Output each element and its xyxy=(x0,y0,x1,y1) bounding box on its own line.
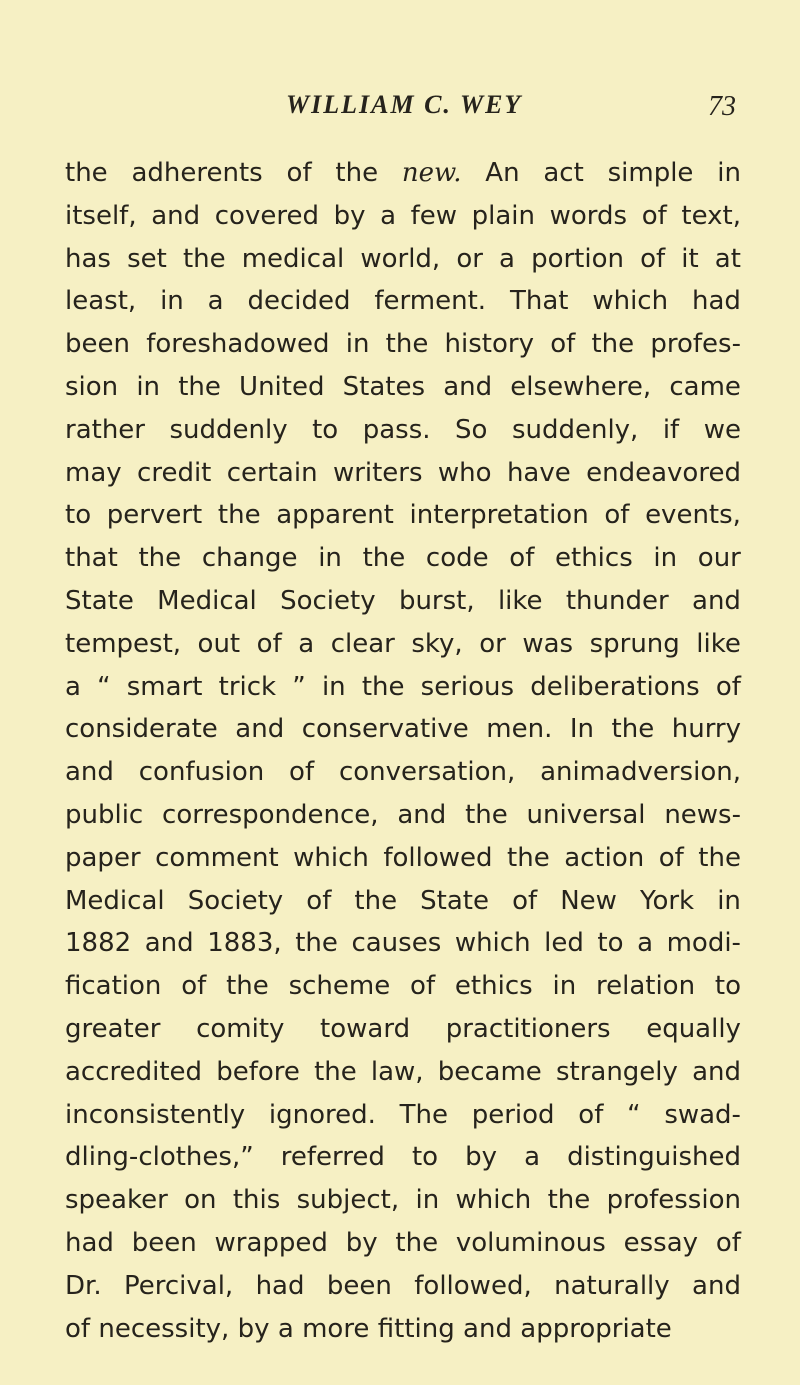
text-word: out xyxy=(197,628,241,659)
text-word: United xyxy=(239,371,325,402)
text-word: events, xyxy=(645,500,741,531)
text-line xyxy=(65,323,741,366)
text-line xyxy=(65,1051,741,1094)
text-line xyxy=(65,409,741,452)
text-word: the xyxy=(698,842,741,873)
text-word: the xyxy=(335,158,379,188)
text-line xyxy=(65,366,741,409)
text-line xyxy=(65,922,741,965)
text-word: before xyxy=(216,1056,300,1087)
text-line xyxy=(65,794,741,837)
text-line xyxy=(65,1265,741,1308)
text-word: the xyxy=(354,885,398,916)
text-word: sky, xyxy=(411,628,463,659)
text-word: subject, xyxy=(296,1185,400,1216)
text-word: history xyxy=(444,329,534,360)
text-word: set xyxy=(127,243,167,274)
text-word: smart xyxy=(126,671,203,702)
text-word: “ xyxy=(97,671,111,702)
text-line xyxy=(65,1136,741,1179)
text-word: the xyxy=(182,243,226,274)
text-word: credit xyxy=(137,457,212,488)
text-word: distinguished xyxy=(567,1142,741,1173)
text-word: in xyxy=(415,1185,440,1216)
text-word: correspondence, xyxy=(162,799,379,830)
text-word: rather xyxy=(65,414,145,445)
text-word: serious xyxy=(420,671,515,702)
text-word: our xyxy=(697,543,741,574)
text-line xyxy=(65,280,741,323)
text-word: thunder xyxy=(565,585,669,616)
text-word: which xyxy=(454,928,531,959)
text-word: dling-clothes,” xyxy=(65,1142,254,1173)
text-word: a xyxy=(499,243,515,274)
text-word: burst, xyxy=(398,585,475,616)
text-line xyxy=(65,1222,741,1265)
text-word: relation xyxy=(595,971,696,1002)
text-word: fitting xyxy=(377,1313,455,1344)
text-word: fication xyxy=(65,971,162,1002)
text-word: speaker xyxy=(65,1185,168,1216)
text-word: of xyxy=(550,329,576,360)
text-word: the xyxy=(361,671,405,702)
text-word: in xyxy=(321,671,346,702)
text-word: apparent xyxy=(276,500,394,531)
text-word: if xyxy=(662,414,680,445)
text-word: or xyxy=(456,243,483,274)
text-word: “ xyxy=(627,1099,641,1130)
text-word: inconsistently xyxy=(65,1099,246,1130)
text-word: have xyxy=(506,457,571,488)
text-word: of xyxy=(715,671,741,702)
text-word: a xyxy=(524,1142,541,1173)
text-word: by xyxy=(345,1227,378,1258)
text-word: Society xyxy=(280,585,376,616)
text-word: and xyxy=(151,200,201,231)
text-word: ignored. xyxy=(268,1099,376,1130)
text-word: the xyxy=(314,1056,357,1087)
text-word: modi- xyxy=(666,928,741,959)
text-line xyxy=(65,623,741,666)
text-word: the xyxy=(591,329,635,360)
text-line xyxy=(65,666,741,709)
text-word: That xyxy=(509,286,569,317)
text-word: by xyxy=(237,1313,270,1344)
text-word: naturally xyxy=(554,1270,670,1301)
text-word: portion xyxy=(531,243,624,274)
text-word: been xyxy=(65,329,130,360)
text-word: to xyxy=(65,500,92,531)
text-word: of xyxy=(715,1227,741,1258)
text-word: profes- xyxy=(650,329,741,360)
text-word: a xyxy=(65,671,81,702)
text-word: plain xyxy=(471,200,536,231)
text-word: and xyxy=(692,585,741,616)
text-line xyxy=(65,1308,741,1351)
text-word: the xyxy=(362,543,406,574)
text-line xyxy=(65,238,741,281)
text-word: The xyxy=(399,1099,448,1130)
text-word: had xyxy=(691,286,741,317)
text-word: of xyxy=(658,842,684,873)
text-word: York xyxy=(640,885,695,916)
text-word: Percival, xyxy=(123,1270,234,1301)
text-word: suddenly xyxy=(169,414,288,445)
text-word: at xyxy=(714,243,741,274)
text-line xyxy=(65,751,741,794)
text-line xyxy=(65,1179,741,1222)
text-word: news- xyxy=(664,799,741,830)
text-word: animadversion, xyxy=(540,757,741,788)
text-word: act xyxy=(543,158,584,188)
text-word: that xyxy=(65,543,118,574)
text-word: toward xyxy=(320,1013,411,1044)
text-line xyxy=(65,1008,741,1051)
text-word: paper xyxy=(65,842,141,873)
text-word: endeavored xyxy=(586,457,741,488)
text-word: least, xyxy=(65,286,137,317)
text-word: a xyxy=(380,200,396,231)
text-line xyxy=(65,580,741,623)
text-word: may xyxy=(65,457,122,488)
text-word: came xyxy=(669,371,741,402)
text-line xyxy=(65,195,741,238)
text-word: to xyxy=(714,971,741,1002)
text-word: of xyxy=(512,885,538,916)
text-word: and xyxy=(443,371,493,402)
text-word: by xyxy=(465,1142,498,1173)
text-word: we xyxy=(703,414,741,445)
text-word: like xyxy=(696,628,741,659)
text-word: the xyxy=(65,158,108,188)
text-word: pervert xyxy=(106,500,203,531)
text-word: of xyxy=(286,158,312,188)
text-word: Medical xyxy=(65,885,165,916)
text-word: causes xyxy=(351,928,442,959)
text-word: the xyxy=(547,1185,591,1216)
text-word: became xyxy=(437,1056,542,1087)
text-word: 1883, xyxy=(207,928,282,959)
text-word: and xyxy=(235,714,285,745)
text-word: New xyxy=(560,885,617,916)
text-word: greater xyxy=(65,1013,161,1044)
text-word: hurry xyxy=(671,714,741,745)
text-word: a xyxy=(637,928,654,959)
text-word: this xyxy=(232,1185,281,1216)
text-line xyxy=(65,837,741,880)
text-word: the xyxy=(295,928,338,959)
text-word: profession xyxy=(606,1185,741,1216)
text-word: the xyxy=(507,842,550,873)
text-word: medical xyxy=(241,243,345,274)
text-word: sion xyxy=(65,371,119,402)
text-word: on xyxy=(184,1185,217,1216)
text-word: Medical xyxy=(157,585,257,616)
text-word: in xyxy=(717,158,741,188)
text-word: the xyxy=(385,329,429,360)
text-word: few xyxy=(410,200,458,231)
text-word: of xyxy=(640,243,666,274)
text-word: tempest, xyxy=(65,628,182,659)
text-word: the xyxy=(226,971,269,1002)
text-word: in xyxy=(653,543,678,574)
text-word: in xyxy=(552,971,577,1002)
text-word: wrapped xyxy=(214,1227,328,1258)
text-word: new. xyxy=(401,158,462,188)
text-word: by xyxy=(333,200,366,231)
text-word: in xyxy=(318,543,342,574)
text-word: In xyxy=(569,714,595,745)
text-word: State xyxy=(65,585,134,616)
text-word: followed xyxy=(383,842,493,873)
text-word: text, xyxy=(681,200,741,231)
text-word: been xyxy=(326,1270,392,1301)
text-word: conservative xyxy=(301,714,469,745)
text-word: and xyxy=(144,928,194,959)
text-word: a xyxy=(207,286,224,317)
text-word: in xyxy=(160,286,184,317)
text-word: of xyxy=(256,628,282,659)
text-word: to xyxy=(411,1142,439,1173)
text-word: a xyxy=(277,1313,294,1344)
text-word: of xyxy=(289,757,315,788)
text-word: considerate xyxy=(65,714,218,745)
text-line xyxy=(65,965,741,1008)
text-word: 1882 xyxy=(65,928,132,959)
text-word: practitioners xyxy=(445,1013,611,1044)
text-word: law, xyxy=(370,1056,424,1087)
text-word: had xyxy=(65,1227,114,1258)
text-word: action xyxy=(564,842,645,873)
text-word: clear xyxy=(330,628,395,659)
text-line xyxy=(65,1094,741,1137)
text-word: interpretation xyxy=(409,500,589,531)
text-line xyxy=(65,494,741,537)
text-word: appropriate xyxy=(520,1313,672,1344)
text-word: foreshadowed xyxy=(146,329,330,360)
text-word: the xyxy=(138,543,182,574)
text-word: world, xyxy=(360,243,441,274)
text-word: certain xyxy=(226,457,318,488)
text-word: in xyxy=(345,329,370,360)
text-word: accredited xyxy=(65,1056,203,1087)
text-word: comity xyxy=(196,1013,285,1044)
text-word: a xyxy=(298,628,315,659)
text-word: more xyxy=(302,1313,370,1344)
text-word: which xyxy=(293,842,369,873)
text-word: of xyxy=(65,1313,91,1344)
text-line xyxy=(65,708,741,751)
text-word: words xyxy=(549,200,628,231)
text-word: swad- xyxy=(664,1099,741,1130)
text-word: scheme xyxy=(288,971,391,1002)
text-word: conversation, xyxy=(338,757,516,788)
text-word: decided xyxy=(247,286,351,317)
text-word: which xyxy=(455,1185,532,1216)
text-word: universal xyxy=(526,799,646,830)
text-word: was xyxy=(522,628,574,659)
body-text xyxy=(65,152,741,1350)
text-word: comment xyxy=(155,842,279,873)
text-word: equally xyxy=(646,1013,741,1044)
text-word: led xyxy=(544,928,584,959)
text-word: in xyxy=(717,885,741,916)
text-word: sprung xyxy=(589,628,680,659)
text-line xyxy=(65,537,741,580)
text-word: strangely xyxy=(555,1056,678,1087)
text-word: deliberations xyxy=(530,671,700,702)
text-word: of xyxy=(410,971,436,1002)
text-word: and xyxy=(692,1270,741,1301)
text-word: has xyxy=(65,243,111,274)
text-word: like xyxy=(497,585,543,616)
text-word: ferment. xyxy=(374,286,487,317)
text-word: the xyxy=(611,714,655,745)
text-word: covered xyxy=(214,200,319,231)
text-word: essay xyxy=(623,1227,699,1258)
text-word: itself, xyxy=(65,200,137,231)
text-word: followed, xyxy=(414,1270,532,1301)
text-word: ethics xyxy=(555,543,633,574)
text-word: of xyxy=(181,971,207,1002)
text-line xyxy=(65,152,741,195)
text-word: and xyxy=(397,799,447,830)
text-word: men. xyxy=(486,714,553,745)
text-word: change xyxy=(201,543,298,574)
text-word: and xyxy=(463,1313,512,1344)
text-word: adherents xyxy=(131,158,263,188)
text-word: the xyxy=(178,371,221,402)
text-word: Dr. xyxy=(65,1270,102,1301)
text-word: in xyxy=(136,371,161,402)
text-word: elsewhere, xyxy=(510,371,652,402)
text-word: to xyxy=(312,414,339,445)
text-word: necessity, xyxy=(98,1313,230,1344)
text-word: to xyxy=(597,928,624,959)
text-word: of xyxy=(306,885,332,916)
text-word: which xyxy=(592,286,669,317)
text-word: it xyxy=(681,243,699,274)
text-word: of xyxy=(578,1099,604,1130)
text-word: suddenly, xyxy=(511,414,639,445)
text-word: period xyxy=(471,1099,555,1130)
text-word: had xyxy=(255,1270,305,1301)
text-word: State xyxy=(420,885,489,916)
text-word: of xyxy=(604,500,630,531)
text-word: confusion xyxy=(138,757,265,788)
text-word: pass. xyxy=(362,414,431,445)
text-word: the xyxy=(217,500,261,531)
text-word: and xyxy=(65,757,114,788)
text-word: referred xyxy=(280,1142,385,1173)
text-word: ” xyxy=(292,671,306,702)
running-head: WILLIAM C. WEY xyxy=(286,90,523,119)
text-word: who xyxy=(437,457,492,488)
text-word: voluminous xyxy=(455,1227,606,1258)
text-word: ethics xyxy=(454,971,533,1002)
text-word: been xyxy=(131,1227,197,1258)
text-word: An xyxy=(485,158,520,188)
text-word: of xyxy=(509,543,535,574)
text-word: code xyxy=(425,543,489,574)
text-word: of xyxy=(641,200,667,231)
text-line xyxy=(65,452,741,495)
text-word: the xyxy=(395,1227,439,1258)
text-word: the xyxy=(465,799,508,830)
text-word: States xyxy=(342,371,426,402)
text-word: So xyxy=(455,414,488,445)
page-number: 73 xyxy=(708,91,736,122)
text-word: and xyxy=(692,1056,741,1087)
text-word: or xyxy=(479,628,506,659)
text-word: writers xyxy=(332,457,423,488)
text-word: trick xyxy=(218,671,277,702)
text-word: simple xyxy=(607,158,694,188)
text-line xyxy=(65,880,741,923)
text-word: Society xyxy=(187,885,284,916)
text-word: public xyxy=(65,799,144,830)
